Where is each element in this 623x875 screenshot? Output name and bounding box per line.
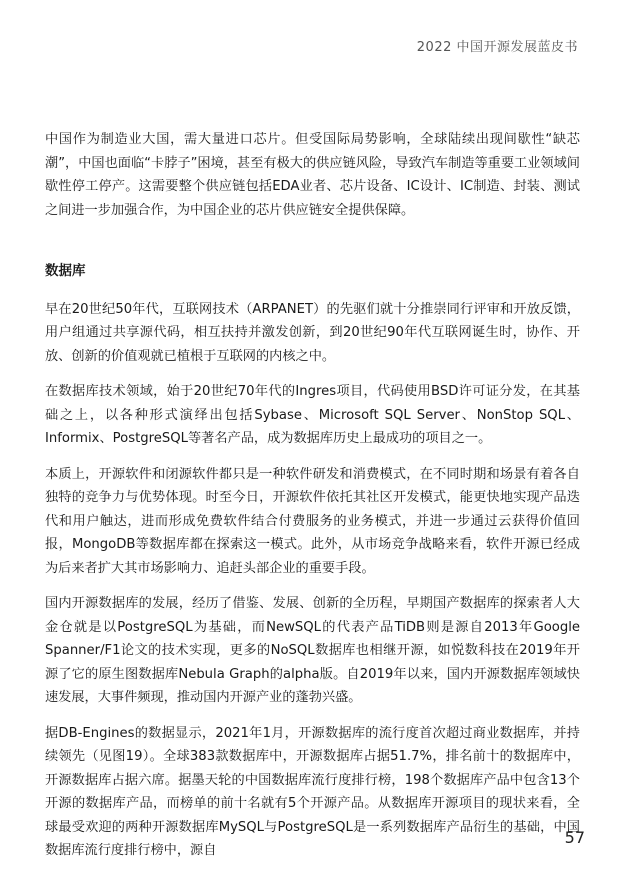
intro-block [45,128,580,222]
book-title-header: 2022 中国开源发展蓝皮书 [416,40,578,55]
section-heading: 数据库 [45,263,86,279]
section-paragraph-4: 国内开源数据库的发展，经历了借鉴、发展、创新的全历程，早期国产数据库的探索者人大金仓就是以PostgreSQL为基础，而NewSQL的代表产品TiDB则是源自2013年Google Spanner/F1论文的技术实现，更多的NoSQL数据库也相继开源，如悦数科技在2019年开源了它的原生图数据库Nebula Graph的alpha版。自2019年以来，国内开源数据库领域快速发展，大事件频现，推动国内开源产业的蓬勃兴盛。 [45,596,580,705]
page-content [45,128,580,875]
intro-paragraph: 中国作为制造业大国，需大量进口芯片。但受国际局势影响，全球陆续出现间歇性“缺芯潮”，中国也面临“卡脖子”困境，甚至有极大的供应链风险，导致汽车制造等重要工业领域间歇性停工停产。这需要整个供应链包括EDA业者、芯片设备、IC设计、IC制造、封装、测试之间进一步加强合作，为中国企业的芯片供应链安全提供保障。 [45,132,580,218]
database-section [45,260,580,863]
section-paragraph-2: 在数据库技术领域，始于20世纪70年代的Ingres项目，代码使用BSD许可证分发，在其基础之上，以各种形式演绎出包括Sybase、Microsoft SQL Server、NonStop SQL、Informix、PostgreSQL等著名产品，成为数据库历史上最成功的项目之一。 [45,384,580,446]
page-number: 57 [564,828,585,847]
section-paragraph-3: 本质上，开源软件和闭源软件都只是一种软件研发和消费模式，在不同时期和场景有着各自独特的竞争力与优势体现。时至今日，开源软件依托其社区开发模式，能更快地实现产品迭代和用户触达，进而形成免费软件结合付费服务的业务模式，并进一步通过云获得价值回报，MongoDB等数据库都在探索这一模式。此外，从市场竞争战略来看，软件开源已经成为后来者扩大其市场影响力、追赶头部企业的重要手段。 [45,466,580,576]
section-paragraph-1: 早在20世纪50年代，互联网技术（ARPANET）的先驱们就十分推崇同行评审和开放反馈，用户组通过共享源代码，相互扶持并激发创新，到20世纪90年代互联网诞生时，协作、开放、创新的价值观就已植根于互联网的内核之中。 [45,301,580,364]
section-paragraph-5: 据DB-Engines的数据显示，2021年1月，开源数据库的流行度首次超过商业数据库，并持续领先（见图19）。全球383款数据库中，开源数据库占据51.7%，排名前十的数据库中，开源数据库占据六席。据墨天轮的中国数据库流行度排行榜，198个数据库产品中包含13个开源的数据库产品，而榜单的前十名就有5个开源产品。从数据库开源项目的现状来看，全球最受欢迎的两种开源数据库MySQL与PostgreSQL是一系列数据库产品衍生的基础，中国数据库流行度排行榜中，源自 [45,725,580,858]
